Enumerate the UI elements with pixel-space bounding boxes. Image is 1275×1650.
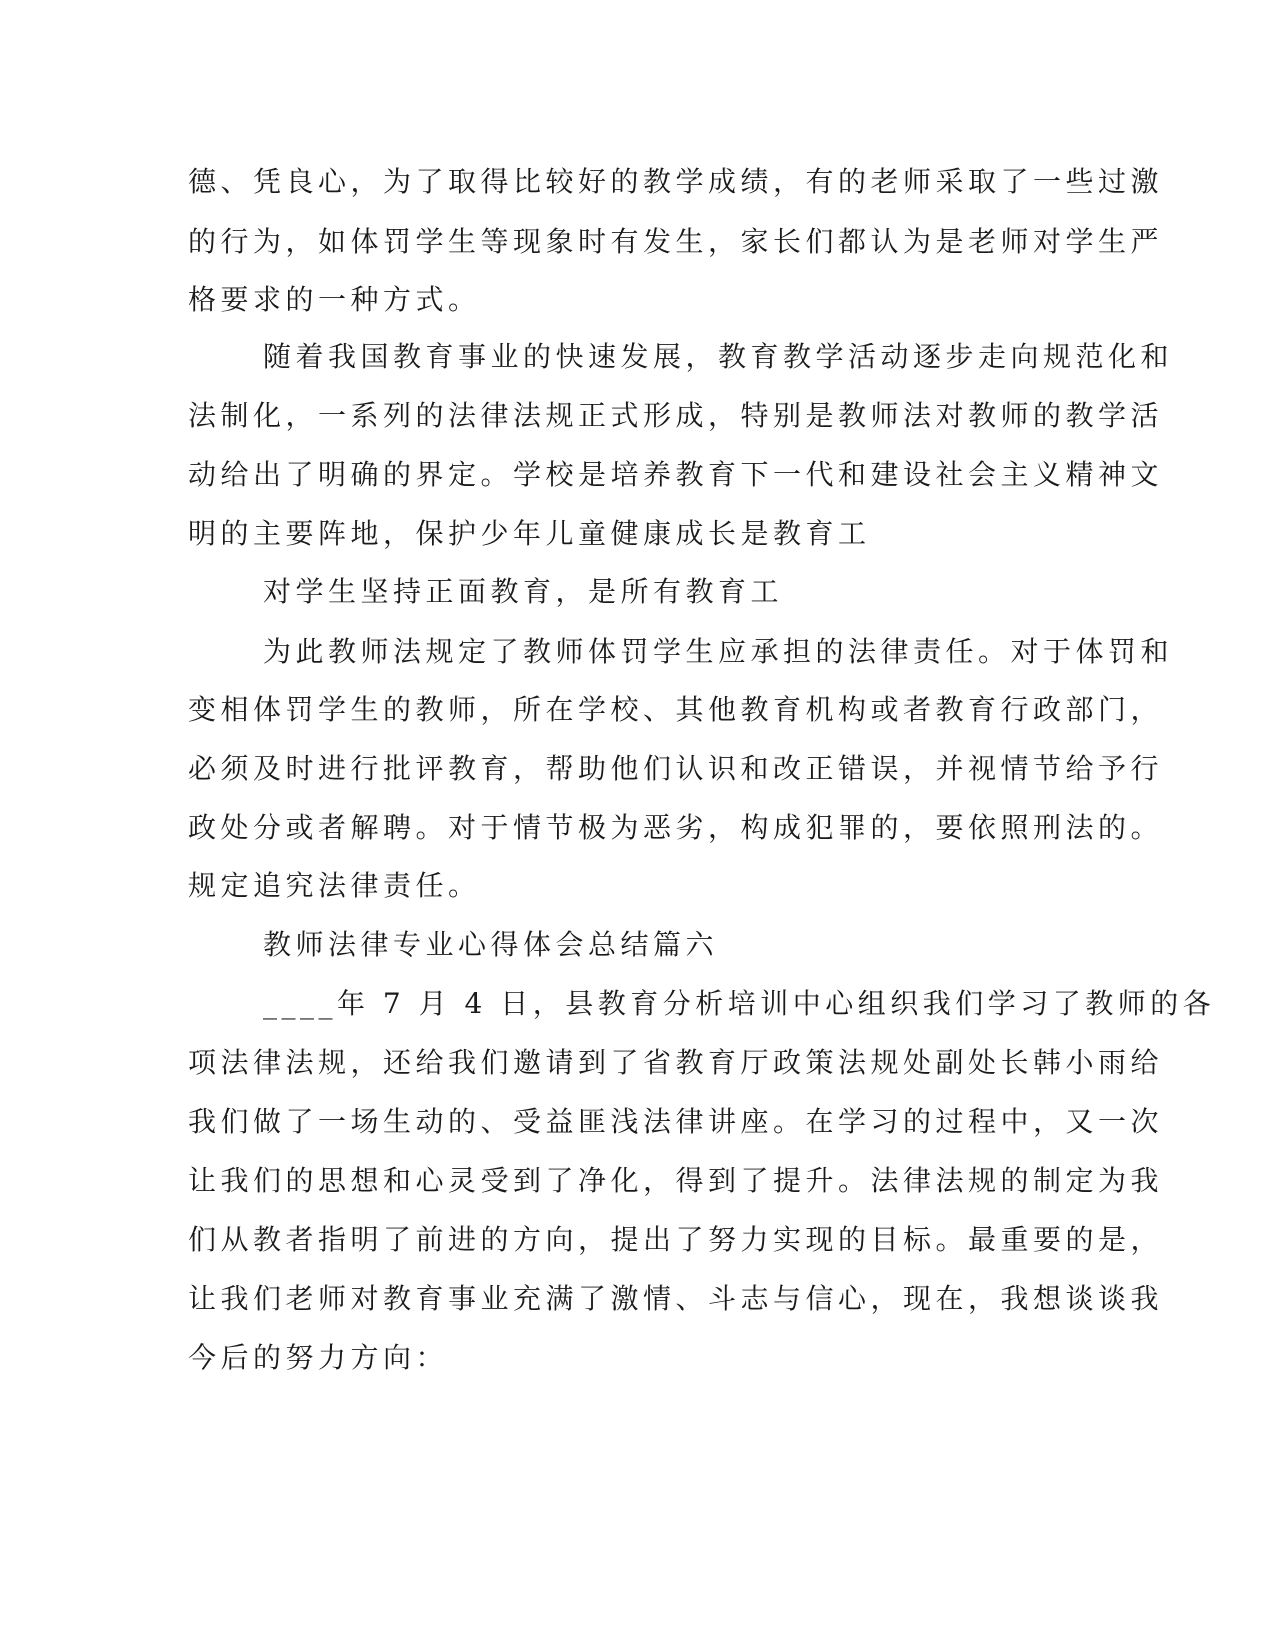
text-line: 让我们的思想和心灵受到了净化，得到了提升。法律法规的制定为我 (188, 1164, 1164, 1197)
text-line: 变相体罚学生的教师，所在学校、其他教育机构或者教育行政部门， (188, 693, 1164, 726)
section-heading: 教师法律专业心得体会总结篇六 (263, 928, 719, 961)
paragraph-start-line: 对学生坚持正面教育，是所有教育工 (263, 575, 784, 608)
text-line: 明的主要阵地，保护少年儿童健康成长是教育工 (188, 517, 871, 550)
text-line: 我们做了一场生动的、受益匪浅法律讲座。在学习的过程中，又一次 (188, 1105, 1164, 1138)
paragraph-start-line: 随着我国教育事业的快速发展，教育教学活动逐步走向规范化和 (263, 340, 1174, 373)
text-line: 让我们老师对教育事业充满了激情、斗志与信心，现在，我想谈谈我 (188, 1282, 1164, 1315)
text-line: 德、凭良心，为了取得比较好的教学成绩，有的老师采取了一些过激 (188, 165, 1164, 198)
text-line: 今后的努力方向： (188, 1341, 449, 1374)
text-line: 动给出了明确的界定。学校是培养教育下一代和建设社会主义精神文 (188, 458, 1164, 491)
text-line: 项法律法规，还给我们邀请到了省教育厅政策法规处副处长韩小雨给 (188, 1046, 1164, 1079)
paragraph-start-line: ____年 7 月 4 日，县教育分析培训中心组织我们学习了教师的各 (263, 987, 1216, 1020)
text-line: 政处分或者解聘。对于情节极为恶劣，构成犯罪的，要依照刑法的。 (188, 811, 1164, 844)
paragraph-start-line: 为此教师法规定了教师体罚学生应承担的法律责任。对于体罚和 (263, 635, 1174, 668)
text-line: 法制化，一系列的法律法规正式形成，特别是教师法对教师的教学活 (188, 399, 1164, 432)
text-line: 们从教者指明了前进的方向，提出了努力实现的目标。最重要的是， (188, 1223, 1164, 1256)
text-line: 必须及时进行批评教育，帮助他们认识和改正错误，并视情节给予行 (188, 752, 1164, 785)
text-line: 格要求的一种方式。 (188, 283, 481, 316)
text-line: 规定追究法律责任。 (188, 869, 481, 902)
text-line: 的行为，如体罚学生等现象时有发生，家长们都认为是老师对学生严 (188, 225, 1164, 258)
